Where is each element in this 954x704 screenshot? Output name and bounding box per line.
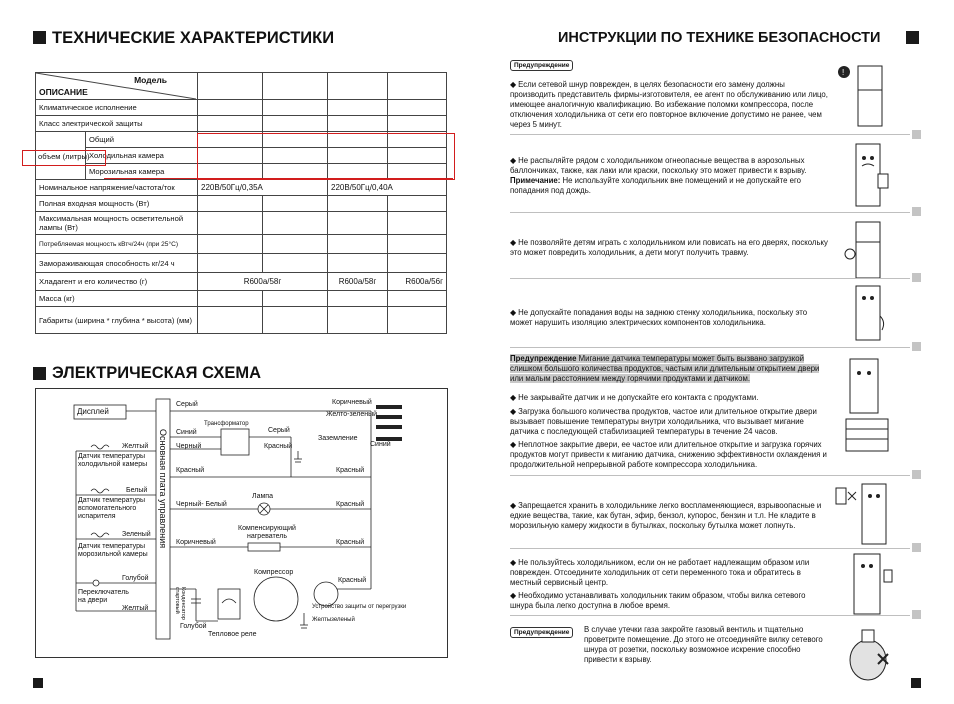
wire-brown: Коричневый [332,399,372,406]
table-row: Номинальное напряжение/частота/ток [36,180,198,196]
section-marker [912,207,921,216]
wire-black-white: Черный- Белый [176,501,227,508]
refrigerant-3: R600a/56г [388,273,447,291]
safety-item-5c: ◆ Неплотное закрытие двери, ее частое или длительное открытие и загрузка горячих продуктов могут привести к миганию датчика, снижению эффективности охлаждения и продолжительной непрерывной работе компрессора холодильника. [510,440,827,469]
section-marker [912,543,921,552]
safety-item-1: ◆ Если сетевой шнур поврежден, в целях безопасности его замену должны производить представитель фирмы-изготовителя, ее агент по обслуживанию или лицо, имеющее аналогичную квалификацию. Во избежание поломки компрессора, после отключения холодильника от сети его повторное включение допустимо не ранее, чем через 5 минут. [510,80,828,129]
compressor-label: Компрессор [254,569,294,576]
wire-blue-4: Голубой [180,623,207,630]
safety-item-5-warning: Предупреждение Мигание датчика температуры может быть вызвано загрузкой слишком большого количества продуктов, частым или длительным открытием двери или малым расстоянием между горячими продуктами и датчиком. [510,354,820,383]
wire-gray-2: Серый [268,427,290,434]
table-row: Холодильная камера [86,148,198,164]
table-header-cell [36,73,198,100]
sensor-illustration [836,355,896,455]
specs-title: ТЕХНИЧЕСКИЕ ХАРАКТЕРИСТИКИ [52,29,335,47]
warning-tag: Предупреждение [510,60,573,71]
aerosol-illustration [842,140,892,208]
voltage-1: 220В/50Гц/0,35А [198,180,328,196]
section-marker [912,342,921,351]
table-row: Общий [86,132,198,148]
safety-item-8: В случае утечки газа закройте газовый вентиль и тщательно проветрите помещение. До этого не отсоединяйте вилку сетевого шнура от розетки, поскольку возможное искрение способно привести к взрыву. [584,625,823,664]
wire-yellow: Желтый [122,443,149,450]
wire-green: Зеленый [122,531,151,538]
lamp-label: Лампа [252,493,273,500]
header-model: Модель [134,75,167,85]
wire-red-2: Красный [176,467,205,474]
heading-marker [33,31,46,44]
safety-item-5b: ◆ Загрузка большого количества продуктов, частое или длительное открытие двери вызывает повышение температуры внутри холодильника, что вызывает мигание датчика с последующей стабилизацией температуры в течение 24 часов. [510,407,817,436]
wiring-lines [36,389,447,657]
wire-red-1: Красный [264,443,293,450]
plug-access-illustration [840,550,896,618]
wiring-diagram [35,388,448,658]
warning-tag: Предупреждение [510,627,573,638]
table-row: Максимальная мощность осветительной лампы (Вт) [36,212,198,235]
safety-item-2: ◆ Не распыляйте рядом с холодильником огнеопасные вещества в аэрозольных баллончиках, также, как лаки или краски, поскольку это может привести к взрыву. Примечание: Не используйте холодильник вне помещений и не допускайте его попадания под дождь. [510,156,807,195]
divider [510,347,910,348]
water-illustration [842,282,892,344]
wire-blue-3: Синий [370,441,391,448]
starter-label: Устройство защиты от перегрузки [312,604,407,610]
capacitor-label: Конденсатор стартовый [174,587,186,620]
divider [510,134,910,135]
divider [510,615,910,616]
divider [510,475,910,476]
wire-brown-2: Коричневый [176,539,216,546]
relay-label: Тепловое реле [208,631,257,638]
sensor-fridge-label: Датчик температуры холодильной камеры [78,453,148,468]
wire-red-5: Красный [336,539,365,546]
refrigerant-2: R600a/58г [328,273,388,291]
section-marker [912,273,921,282]
table-row: Класс электрической защиты [36,116,198,132]
wire-red-6: Красный [338,577,367,584]
gas-leak-illustration [838,620,898,684]
table-row: Климатическое исполнение [36,100,198,116]
ground-label: Заземление [318,435,358,442]
wire-yellow-green: Желто-зеленый [326,411,378,418]
children-illustration [842,218,892,280]
divider [510,278,910,279]
flammable-illustration [832,478,896,548]
safety-title: ИНСТРУКЦИИ ПО ТЕХНИКЕ БЕЗОПАСНОСТИ [558,30,881,46]
safety-item-6: ◆ Запрещается хранить в холодильнике легко воспламеняющиеся, взрывоопасные и едкие вещества, такие, как бутан, эфир, бензол, купорос, бензин и т.л. Не кладите в морозильную камеру жидкости в бутылках, поскольку бутылка может лопнуть. [510,501,822,530]
volume-label: объем (литры) [38,152,90,161]
wire-white: Белый [126,487,148,494]
header-description: ОПИСАНИЕ [39,87,88,97]
section-marker [912,470,921,479]
fridge-plug-illustration [836,60,896,130]
wire-yellow-green-2: Желтызеленый [312,617,355,623]
safety-item-7b: ◆ Необходимо устанавливать холодильник таким образом, чтобы вилка сетевого шнура была легко доступна в любое время. [510,591,806,610]
safety-item-7a: ◆ Не пользуйтесь холодильником, если он не работает надлежащим образом или поврежден. Отсоедините холодильник от сети переменного тока и обратитесь в местный сервисный центр. [510,558,810,587]
table-row: Полная входная мощность (Вт) [36,196,198,212]
safety-item-5a: ◆ Не закрывайте датчик и не допускайте его контакта с продуктами. [510,393,759,402]
wire-yellow-2: Желтый [122,605,149,612]
heading-marker [33,367,46,380]
sensor-freezer-label: Датчик температуры морозильной камеры [78,543,148,558]
wire-gray: Серый [176,401,198,408]
svg-text:!: ! [842,68,845,77]
table-row: Потребляемая мощность кВтч/24ч (при 25°C) [36,235,198,254]
table-row: Масса (кг) [36,291,198,307]
wire-red-3: Красный [336,467,365,474]
safety-item-4: ◆ Не допускайте попадания воды на заднюю стенку холодильника, поскольку это может нарушить изоляцию электрических компонентов холодильника. [510,308,808,327]
header-diagonal [36,73,196,99]
divider [510,548,910,549]
board-label: Основная плата управления [158,429,168,549]
table-row: Замораживающая способность кг/24 ч [36,254,198,273]
volume-highlight-box [22,150,106,166]
page-corner-marker [911,678,921,688]
wire-blue: Голубой [122,575,149,582]
table-row: Габариты (ширина * глубина * высота) (мм) [36,307,198,334]
wire-red-4: Красный [336,501,365,508]
display-label: Дисплей [77,407,109,416]
table-row: Морозильная камера [86,164,198,180]
wire-blue-2: Синий [176,429,197,436]
volume-highlight-box-right [197,133,455,180]
specs-table [35,72,447,334]
transformer-label: Трансформатор [204,421,249,427]
volume-highlight-connector [104,178,453,179]
heading-marker [906,31,919,44]
sensor-evap-label: Датчик температуры вспомогательного испарителя [78,497,146,520]
refrigerant-1: R600a/58г [198,273,328,291]
table-row: Хладагент и его количество (г) [36,273,198,291]
door-switch-label: Переключатель на двери [78,589,129,604]
scheme-title: ЭЛЕКТРИЧЕСКАЯ СХЕМА [52,364,262,382]
section-marker [912,610,921,619]
wire-black: Черный [176,443,202,450]
divider [510,212,910,213]
safety-item-3: ◆ Не позволяйте детям играть с холодильником или повисать на его дверях, поскольку это может повредить холодильник, а дети могут получить травму. [510,238,828,257]
voltage-2: 220В/50Гц/0,40А [328,180,447,196]
section-marker [912,130,921,139]
heater-label: Компенсирующий нагреватель [238,525,296,540]
page-corner-marker [33,678,43,688]
